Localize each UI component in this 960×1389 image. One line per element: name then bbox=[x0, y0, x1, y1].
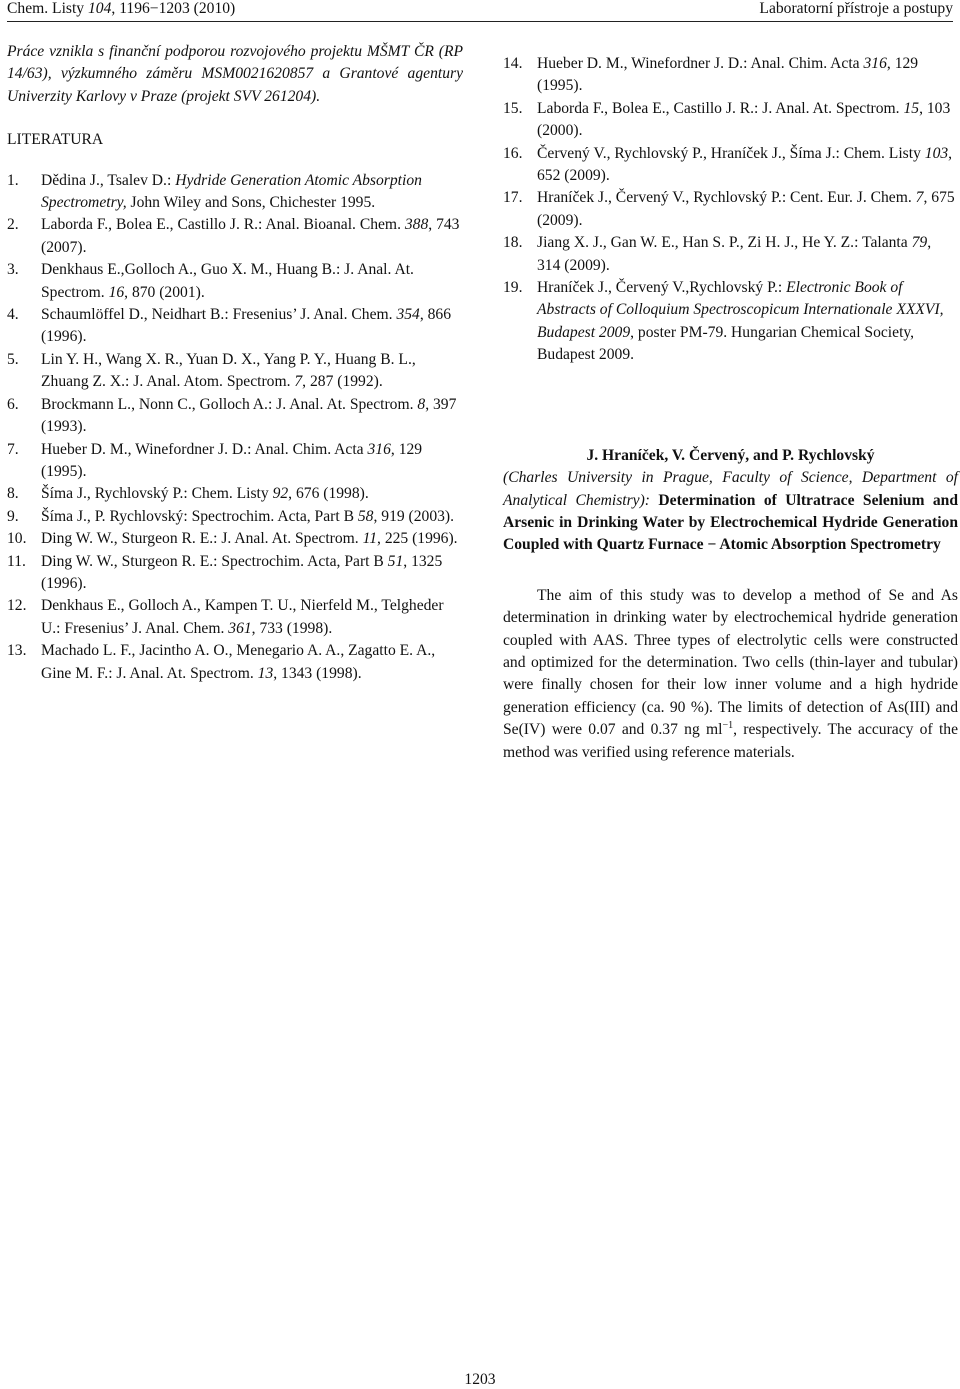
reference-tail: , 652 (2009). bbox=[537, 144, 953, 185]
reference-italic: 388 bbox=[404, 216, 429, 234]
reference-number: 5. bbox=[7, 350, 19, 368]
reference-authors-source: Šíma J., P. Rychlovský: Spectrochim. Acta, Part B bbox=[41, 507, 358, 525]
reference-item bbox=[7, 595, 463, 640]
reference-number: 7. bbox=[7, 440, 19, 458]
reference-number: 18. bbox=[503, 234, 523, 252]
reference-tail: , 743 (2007). bbox=[41, 216, 460, 256]
reference-text bbox=[41, 214, 463, 259]
reference-tail: , poster PM-79. Hungarian Chemical Society, Budapest 2009. bbox=[537, 323, 915, 364]
reference-number: 14. bbox=[503, 55, 523, 72]
reference-number: 13. bbox=[7, 642, 27, 660]
reference-item bbox=[503, 232, 958, 277]
reference-item bbox=[503, 143, 958, 188]
reference-tail: , 225 (1996). bbox=[377, 530, 458, 548]
journal-citation bbox=[7, 0, 235, 18]
reference-text bbox=[537, 53, 958, 98]
journal-volume: 104 bbox=[88, 0, 112, 17]
reference-text bbox=[41, 640, 463, 685]
reference-authors-source: Hueber D. M., Winefordner J. D.: Anal. Chim. Acta bbox=[41, 440, 368, 458]
reference-text bbox=[41, 349, 463, 394]
reference-italic: 11 bbox=[362, 530, 378, 548]
funding-note: Práce vznikla s finanční podporou rozvojového projektu MŠMT ČR (RP 14/63), výzkumného záměru MSM0021620857 a Grantové agentury Univerzity Karlovy v Praze (projekt SVV 261204). bbox=[7, 43, 463, 105]
reference-number: 16. bbox=[503, 144, 523, 162]
reference-number: 4. bbox=[7, 306, 19, 324]
reference-tail: John Wiley and Sons, Chichester 1995. bbox=[126, 194, 376, 212]
reference-authors-source: Laborda F., Bolea E., Castillo J. R.: J. Anal. At. Spectrom. bbox=[537, 99, 904, 117]
reference-tail: , 287 (1992). bbox=[302, 373, 383, 391]
reference-number: 12. bbox=[7, 597, 27, 615]
reference-authors-source: Denkhaus E.,Golloch A., Guo X. M., Huang B.: J. Anal. At. Spectrom. bbox=[41, 261, 414, 301]
reference-text bbox=[537, 187, 958, 232]
abstract-text-part2: , respectively. The accuracy of the method was verified using reference materials. bbox=[503, 721, 958, 761]
reference-tail: , 866 (1996). bbox=[41, 306, 452, 346]
reference-item bbox=[503, 98, 958, 143]
reference-italic: 8 bbox=[417, 395, 426, 413]
reference-text bbox=[537, 277, 958, 367]
abstract-affiliation-title bbox=[503, 467, 958, 557]
reference-authors-source: Hraníček J., Červený V., Rychlovský P.: Cent. Eur. J. Chem. bbox=[537, 189, 916, 207]
reference-tail: , 870 (2001). bbox=[124, 283, 205, 301]
reference-item bbox=[7, 506, 463, 528]
reference-italic: 7 bbox=[915, 189, 924, 207]
reference-authors-source: Ding W. W., Sturgeon R. E.: Spectrochim. Acta, Part B bbox=[41, 552, 388, 570]
reference-item bbox=[503, 277, 958, 367]
reference-authors-source: Schaumlöffel D., Neidhart B.: Fresenius’ J. Anal. Chem. bbox=[41, 306, 397, 324]
abstract-title: Determination of Ultratrace Selenium and Arsenic in Drinking Water by Electrochemical Hydride Generation Coupled with Quartz Furnace − Atomic Absorption Spectrometry bbox=[503, 491, 958, 554]
reference-item bbox=[7, 259, 463, 304]
reference-number: 11. bbox=[7, 552, 26, 570]
abstract-affiliation: (Charles University in Prague, Faculty of Science, Department of Analytical Chemistry): bbox=[503, 469, 958, 509]
reference-list-right bbox=[503, 53, 958, 367]
reference-italic: 58 bbox=[357, 507, 374, 525]
reference-authors-source: Laborda F., Bolea E., Castillo J. R.: Anal. Bioanal. Chem. bbox=[41, 216, 405, 234]
reference-number: 17. bbox=[503, 189, 523, 207]
reference-item bbox=[7, 170, 463, 215]
reference-text bbox=[41, 394, 463, 439]
reference-list-left bbox=[7, 170, 463, 685]
reference-text bbox=[537, 98, 958, 143]
reference-italic: Hydride Generation Atomic Absorption Spectrometry, bbox=[41, 171, 422, 212]
reference-italic: 354 bbox=[396, 306, 420, 324]
reference-item bbox=[503, 187, 958, 232]
reference-text bbox=[537, 232, 958, 277]
reference-authors-source: Ding W. W., Sturgeon R. E.: J. Anal. At. Spectrom. bbox=[41, 530, 363, 548]
reference-item bbox=[7, 394, 463, 439]
literature-heading: LITERATURA bbox=[7, 131, 104, 149]
reference-number: 6. bbox=[7, 395, 19, 413]
journal-name: Chem. Listy bbox=[7, 0, 88, 17]
reference-number: 15. bbox=[503, 99, 523, 117]
reference-tail: , 397 (1993). bbox=[41, 395, 457, 436]
reference-italic: 316 bbox=[863, 55, 887, 72]
left-column bbox=[7, 41, 463, 685]
section-name: Laboratorní přístroje a postupy bbox=[759, 0, 953, 17]
reference-item bbox=[7, 304, 463, 349]
reference-text bbox=[41, 439, 463, 484]
reference-tail: , 1325 (1996). bbox=[41, 552, 443, 592]
reference-text bbox=[41, 259, 463, 304]
reference-authors-source: Jiang X. J., Gan W. E., Han S. P., Zi H. J., He Y. Z.: Talanta bbox=[537, 234, 912, 252]
reference-number: 3. bbox=[7, 261, 19, 279]
reference-italic: 13 bbox=[257, 664, 274, 682]
reference-number: 1. bbox=[7, 171, 19, 189]
reference-italic: 103 bbox=[924, 144, 949, 162]
reference-tail: , 919 (2003). bbox=[373, 507, 455, 525]
reference-italic: 92 bbox=[272, 485, 289, 503]
reference-tail: , 314 (2009). bbox=[537, 234, 932, 274]
page-number: 1203 bbox=[464, 1371, 496, 1388]
abstract-superscript: −1 bbox=[722, 719, 734, 731]
reference-tail: , 103 (2000). bbox=[537, 99, 951, 140]
reference-authors-source: Dědina J., Tsalev D.: bbox=[41, 171, 176, 189]
reference-tail: , 1343 (1998). bbox=[273, 664, 362, 682]
reference-authors-source: Brockmann L., Nonn C., Golloch A.: J. Anal. At. Spectrom. bbox=[41, 395, 418, 413]
abstract-body bbox=[503, 585, 958, 764]
reference-item bbox=[7, 483, 463, 505]
reference-item bbox=[7, 349, 463, 394]
reference-text bbox=[41, 170, 463, 215]
reference-authors-source: Hueber D. M., Winefordner J. D.: Anal. Chim. Acta bbox=[537, 55, 864, 72]
reference-item bbox=[7, 640, 463, 685]
reference-number: 19. bbox=[503, 279, 523, 297]
reference-text bbox=[41, 528, 463, 550]
reference-item bbox=[7, 214, 463, 259]
reference-italic: 316 bbox=[367, 440, 391, 458]
reference-italic: 16 bbox=[108, 283, 125, 301]
reference-italic: 51 bbox=[387, 552, 404, 570]
header-rule bbox=[7, 21, 953, 22]
reference-tail: , 733 (1998). bbox=[251, 619, 333, 637]
reference-tail: , 675 (2009). bbox=[537, 189, 955, 229]
reference-tail: , 129 (1995). bbox=[41, 440, 423, 480]
reference-italic: 361 bbox=[228, 619, 252, 637]
reference-number: 9. bbox=[7, 507, 19, 525]
reference-number: 8. bbox=[7, 485, 19, 503]
reference-number: 2. bbox=[7, 216, 19, 234]
reference-text bbox=[41, 483, 463, 505]
abstract-text-part1: The aim of this study was to develop a method of Se and As determination in drinking water by electrochemical hydride generation coupled with AAS. Three types of electrolytic cells were constructed and optimized for the determination. Two cells (thin-layer and tubular) were finally chosen for their low inner volume and a high hydride generation efficiency (ca. 90 %). The limits of detection of As(III) and Se(IV) were 0.07 and 0.37 ng ml bbox=[503, 586, 958, 739]
journal-pages: , 1196−1203 (2010) bbox=[111, 0, 236, 17]
reference-italic: 79 bbox=[911, 234, 928, 252]
reference-text bbox=[41, 506, 463, 528]
reference-italic: Electronic Book of Abstracts of Colloquium Spectroscopicum Internationale XXXVI, Budapest 2009 bbox=[537, 279, 944, 341]
reference-authors-source: Machado L. F., Jacintho A. O., Menegario A. A., Zagatto E. A., Gine M. F.: J. Anal. At. Spectrom. bbox=[41, 642, 436, 682]
reference-text bbox=[41, 304, 463, 349]
reference-italic: 15 bbox=[903, 99, 920, 117]
reference-text bbox=[41, 595, 463, 640]
reference-item bbox=[7, 528, 463, 550]
reference-authors-source: Lin Y. H., Wang X. R., Yuan D. X., Yang P. Y., Huang B. L., Zhuang Z. X.: J. Anal. Atom. Spectrom. bbox=[41, 350, 416, 391]
reference-tail: , 129 (1995). bbox=[537, 55, 919, 95]
reference-item bbox=[7, 439, 463, 484]
right-column bbox=[503, 53, 958, 764]
abstract-header bbox=[503, 445, 958, 557]
reference-text bbox=[537, 143, 958, 188]
reference-authors-source: Denkhaus E., Golloch A., Kampen T. U., Nierfeld M., Telgheder U.: Fresenius’ J. Anal. Chem. bbox=[41, 597, 444, 637]
abstract-authors: J. Hraníček, V. Červený, and P. Rychlovský bbox=[586, 446, 875, 464]
reference-tail: , 676 (1998). bbox=[288, 485, 369, 503]
reference-text bbox=[41, 551, 463, 596]
reference-italic: 7 bbox=[294, 373, 303, 391]
reference-authors-source: Červený V., Rychlovský P., Hraníček J., Šíma J.: Chem. Listy bbox=[537, 144, 925, 162]
reference-item bbox=[503, 53, 958, 98]
reference-authors-source: Hraníček J., Červený V.,Rychlovský P.: bbox=[537, 279, 787, 297]
reference-authors-source: Šíma J., Rychlovský P.: Chem. Listy bbox=[41, 485, 273, 503]
reference-number: 10. bbox=[7, 530, 27, 548]
reference-item bbox=[7, 551, 463, 596]
